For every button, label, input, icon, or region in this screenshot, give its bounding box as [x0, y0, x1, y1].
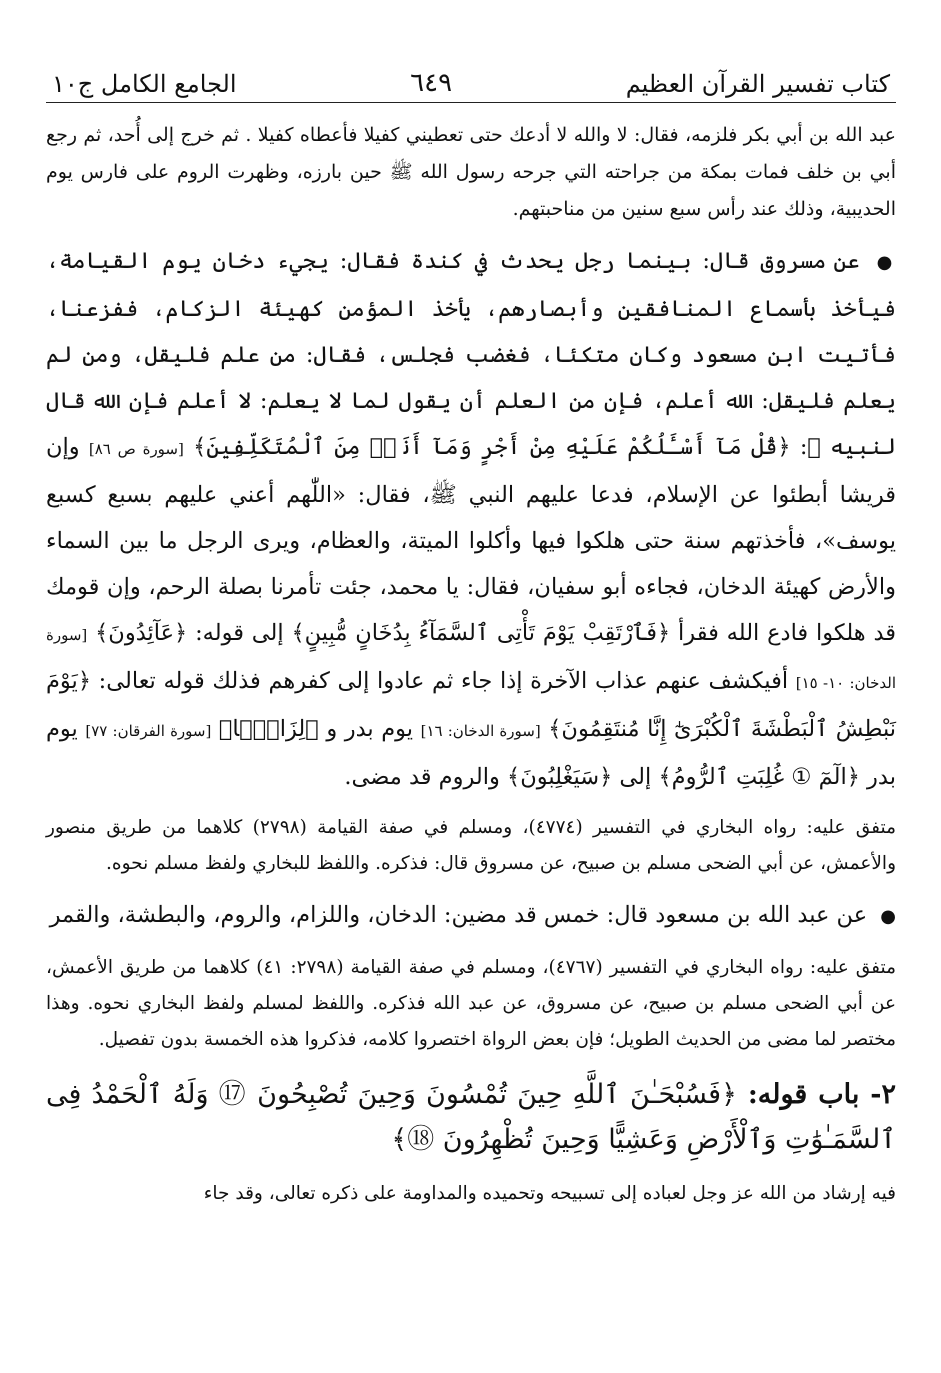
bullet-icon: ● — [876, 252, 896, 273]
quran-verse: ﴿عَآئِدُونَ﴾ — [95, 620, 188, 646]
verse-reference: [سورة الفرقان: ٧٧] — [85, 722, 212, 740]
header-book-title: كتاب تفسير القرآن العظيم — [625, 70, 890, 98]
section-heading — [46, 1072, 896, 1162]
verse-reference: [سورة الدخان: ١٦] — [420, 722, 541, 740]
chapter-title: ٢- باب قوله: — [747, 1079, 896, 1110]
hadith-ibn-masud — [46, 892, 896, 940]
hadith-text: عن مسروق قال: بينما رجل يحدث في كندة فقال: يجيء دخان يوم القيامة، فيأخذ بأسماع المنافقين وأبصارهم، يأخذ المؤمن كهيئة الزكام، ففزعنا، فأتيت ابن مسعود وكان متكئا، فغضب فجلس، فقال: من علم فليقل، ومن لم يعلم فليقل: الله أعلم، فإن من العلم أن يقول لما لا يعلم: لا أعلم فإن الله قال لنبيه ﷺ: — [46, 248, 897, 460]
commentary-paragraph: فيه إرشاد من الله عز وجل لعباده إلى تسبيحه وتحميده والمداومة على ذكره تعالى، وقد جاء — [203, 1183, 896, 1204]
book-page — [46, 56, 896, 1212]
quran-verse: ﴿الٓمٓ ① غُلِبَتِ ٱلرُّومُ﴾ — [658, 764, 860, 790]
hadith-text: يوم بدر — [46, 716, 896, 790]
verse-reference: [سورة الدخان: ١٠- ١٥] — [46, 626, 896, 692]
hadith-text: إلى — [619, 764, 652, 790]
verse-reference: [سورة ص ٨٦] — [88, 440, 184, 458]
takhrij-note: متفق عليه: رواه البخاري في التفسير (٤٧٧٤)، ومسلم في صفة القيامة (٢٧٩٨) كلاهما من طريق منصور والأعمش، عن أبي الضحى مسلم بن صبيح، عن مسروق قال: فذكره. واللفظ للبخاري ولفظ مسلم نحوه. — [46, 817, 896, 874]
running-header — [46, 56, 896, 103]
quran-verse: ﴿فَٱرْتَقِبْ يَوْمَ تَأْتِى ٱلسَّمَآءُ بِدُخَانٍ مُّبِينٍ﴾ — [291, 620, 671, 646]
quran-verse: ﴿لِزَامًۢا﴾ — [218, 716, 319, 742]
hadith-text: والروم قد مضى. — [344, 764, 500, 790]
takhrij-note: متفق عليه: رواه البخاري في التفسير (٤٧٦٧)، ومسلم في صفة القيامة (٢٧٩٨: ٤١) كلاهما من طريق الأعمش، عن أبي الضحى مسلم بن صبيح، عن مسروق، عن عبد الله فذكره. واللفظ لمسلم ولفظ البخاري نحوه. وهذا مختصر لما مضى من الحديث الطويل؛ فإن بعض الرواة اختصروا كلامه، فذكروا هذه الخمسة بدون تفصيل. — [46, 957, 896, 1050]
quran-verse: ﴿قُلْ مَآ أَسْـَٔلُكُمْ عَلَيْهِ مِنْ أَجْرٍ وَمَآ أَنَا۠ مِنَ ٱلْمُتَكَلِّفِينَ﴾ — [193, 434, 791, 460]
hadith-text: أفيكشف عنهم عذاب الآخرة إذا جاء ثم عادوا إلى كفرهم فذلك قوله تعالى: — [98, 668, 789, 694]
hadith-text: إلى قوله: — [195, 620, 284, 646]
quran-verse: ﴿فَسُبْحَـٰنَ ٱللَّهِ حِينَ تُمْسُونَ وَحِينَ تُصْبِحُونَ ⑰ وَلَهُ ٱلْحَمْدُ فِى ٱلسَّمَـٰوَٰتِ وَٱلْأَرْضِ وَعَشِيًّا وَحِينَ تُظْهِرُونَ ⑱﴾ — [46, 1079, 896, 1155]
quran-verse: ﴿يَوْمَ نَبْطِشُ ٱلْبَطْشَةَ ٱلْكُبْرَىٰٓ إِنَّا مُنتَقِمُونَ﴾ — [46, 668, 896, 742]
hadith-text: يوم بدر و — [326, 716, 414, 742]
bullet-icon: ● — [880, 906, 896, 927]
intro-paragraph: عبد الله بن أبي بكر فلزمه، فقال: لا والله لا أدعك حتى تعطيني كفيلا فأعطاه كفيلا . ثم خرج إلى أُحد، ثم رجع أبي بن خلف فمات بمكة من جراحته التي جرحه رسول الله ﷺ حين بارزه، وظهرت الروم على فارس يوم الحديبية، وذلك عند رأس سبع سنين من مناحبتهم. — [46, 124, 896, 220]
hadith-masruq — [46, 238, 896, 800]
hadith-text: وإن قريشا أبطئوا عن الإسلام، فدعا عليهم النبي ﷺ، فقال: «اللّٰهم أعني عليهم بسبع كسبع يوسف»، فأخذتهم سنة حتى هلكوا فيها وأكلوا الميتة، والعظام، ويرى الرجل ما بين السماء والأرض كهيئة الدخان، فجاءه أبو سفيان، فقال: يا محمد، جئت تأمرنا بصلة الرحم، وإن قومك قد هلكوا فادع الله فقرأ — [46, 434, 897, 646]
hadith-text: عن عبد الله بن مسعود قال: خمس قد مضين: الدخان، واللزام، والروم، والبطشة، والقمر — [49, 902, 868, 928]
quran-verse: ﴿سَيَغْلِبُونَ﴾ — [507, 764, 613, 790]
header-volume: الجامع الكامل ج١٠ — [52, 70, 237, 98]
page-number: ٦٤٩ — [410, 68, 453, 98]
